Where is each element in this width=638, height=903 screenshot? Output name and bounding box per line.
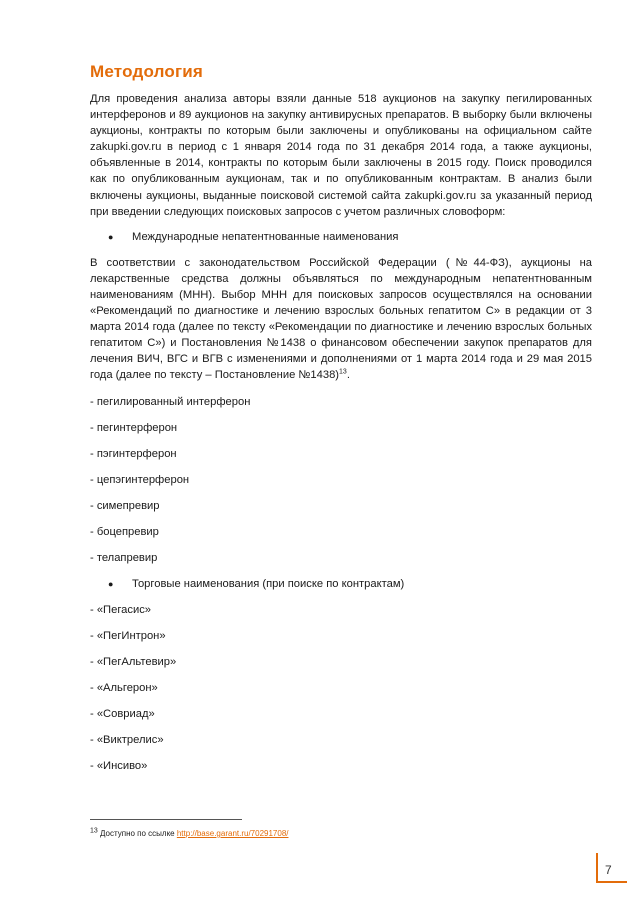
paragraph-legislation-end: . xyxy=(346,369,350,382)
mnn-list xyxy=(90,394,592,566)
list-item: - пегинтерферон xyxy=(90,421,178,434)
list-item: - «Инсиво» xyxy=(90,759,148,772)
list-item: - «ПегАльтевир» xyxy=(90,655,177,668)
trade-list xyxy=(90,602,592,774)
paragraph-legislation xyxy=(90,255,592,384)
list-item: - «Виктрелис» xyxy=(90,733,164,746)
bullet-icon: ● xyxy=(108,231,114,242)
footnote-ref: 13 xyxy=(339,368,347,376)
list-item: - боцепревир xyxy=(90,525,159,538)
list-item: - симепревир xyxy=(90,499,160,512)
list-item: - пегилированный интерферон xyxy=(90,395,251,408)
list-item: - телапревир xyxy=(90,551,158,564)
list-item: - «Альгерон» xyxy=(90,681,158,694)
paragraph-methodology: Для проведения анализа авторы взяли данные 518 аукционов на закупку пегилированных интерферонов и 89 аукционов на закупку антивирусных препаратов. В выборку были включены аукционы, контракты по которым были заключены и опубликованы на официальном сайте zakupki.gov.ru в период с 1 января 2014 года по 31 декабря 2014 года, а также аукционы, объявленные в 2014, контракты по которым были заключены в 2015 году. Поиск проводился как по опубликованным аукционам, так и по опубликованным контрактам. В анализ были включены аукционы, выданные поисковой системой сайта zakupki.gov.ru за указанный период при введении следующих поисковых запросов с учетом различных словоформ: xyxy=(90,93,592,218)
footnote-number: 13 xyxy=(90,827,98,835)
section-heading: Методология xyxy=(90,62,204,81)
footnote-divider xyxy=(90,819,242,820)
bullet-icon: ● xyxy=(108,578,114,589)
list-item: - «Пегасис» xyxy=(90,603,152,616)
list-item: - пэгинтерферон xyxy=(90,447,177,460)
paragraph-legislation-text: В соответствии с законодательством Российской Федерации (№44-ФЗ), аукционы на лекарственные средства должны объявляться по международным непатентнованным наименованиям (МНН). Выбор МНН для поисковых запросов осуществлялся на основании «Рекомендаций по диагностике и лечению взрослых больных гепатитом С» в редакции от 3 марта 2014 года (далее по тексту «Рекомендации по диагностике и лечению взрослых больных гепатитом С») и Постановления №1438 о финансовом обеспечении закупок препаратов для лечения ВИЧ, ВГС и ВГВ с изменениями и дополнениями от 1 марта 2014 года и 29 мая 2015 года (далее по тексту – Постановление №1438) xyxy=(90,256,592,382)
list-item: - «ПегИнтрон» xyxy=(90,629,166,642)
bullet-mnn xyxy=(108,229,592,245)
page-number: 7 xyxy=(605,863,612,877)
page-content xyxy=(90,62,592,784)
footnote-text: Доступно по ссылке xyxy=(97,829,177,838)
bullet-trade-label: Торговые наименования (при поиске по контрактам) xyxy=(132,577,405,590)
list-item: - «Совриад» xyxy=(90,707,155,720)
bullet-mnn-label: Международные непатентнованные наименования xyxy=(132,230,399,243)
list-item: - цепэгинтерферон xyxy=(90,473,190,486)
footnote xyxy=(90,829,288,838)
footnote-link[interactable]: http://base.garant.ru/70291708/ xyxy=(176,829,289,838)
bullet-trade-names xyxy=(108,576,592,592)
